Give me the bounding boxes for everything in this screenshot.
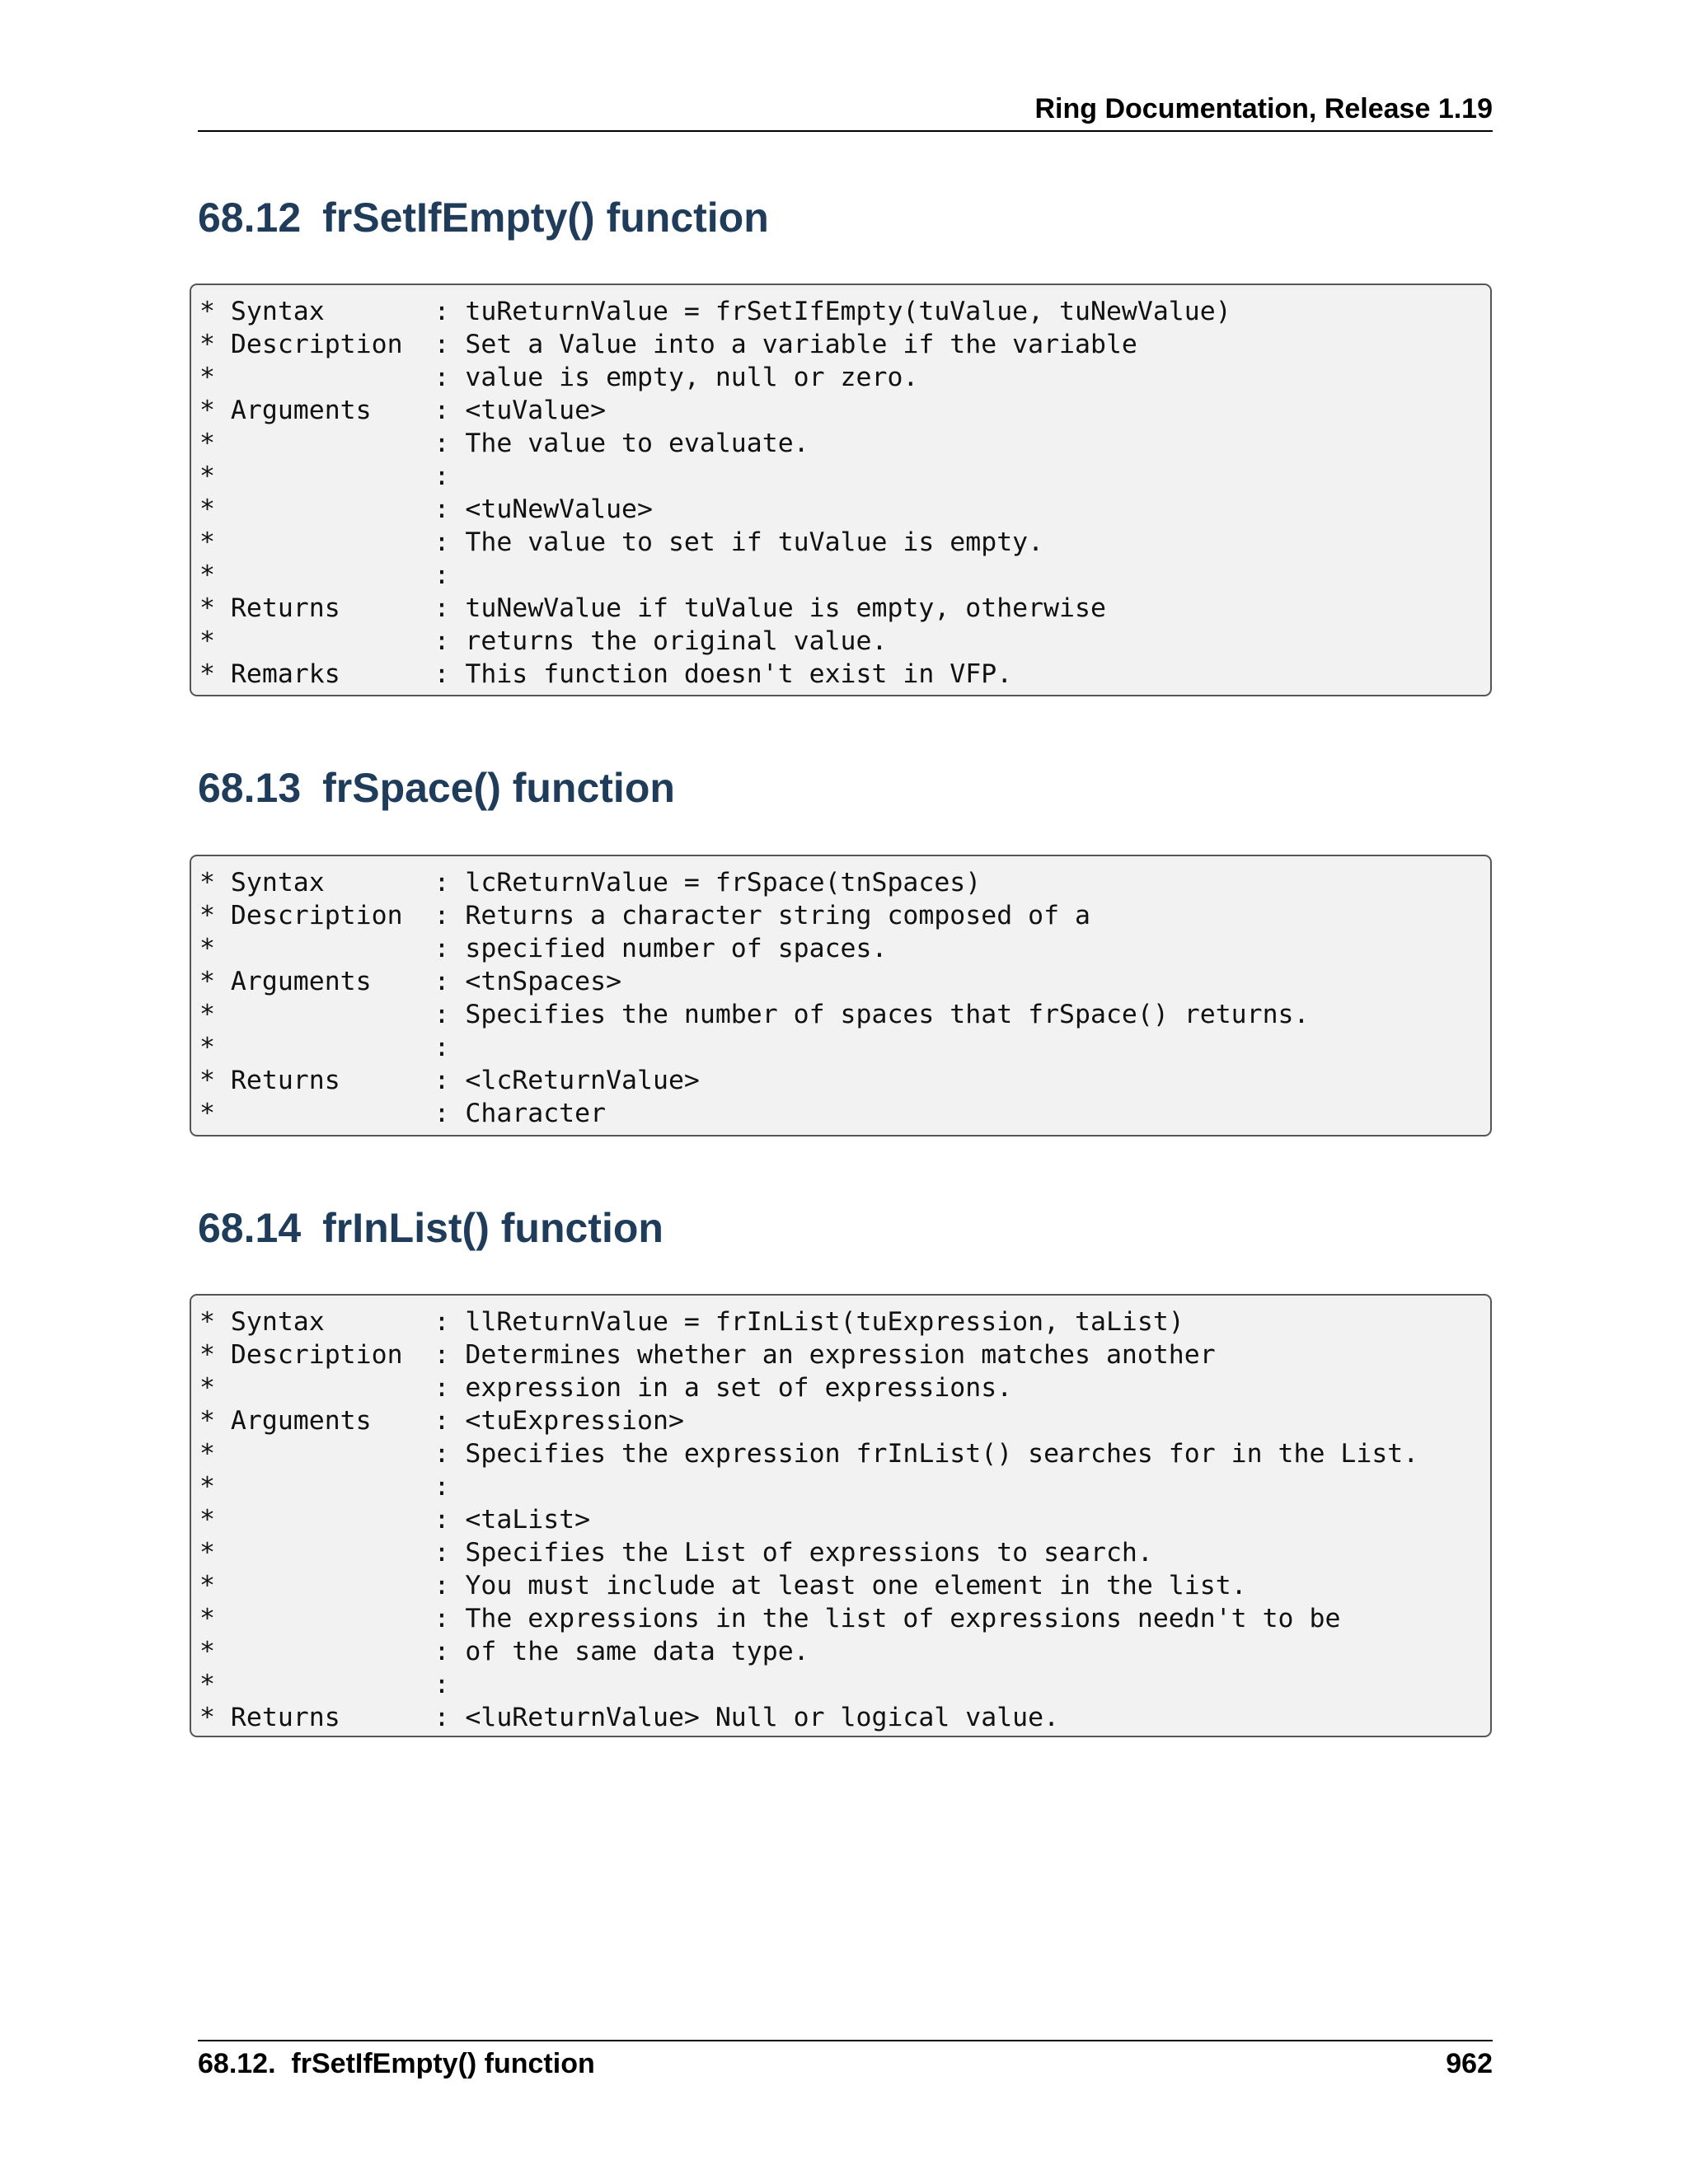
section-number: 68.13: [198, 765, 302, 811]
code-line: * :: [199, 1670, 450, 1699]
code-line: * Returns : <luReturnValue> Null or logical value.: [199, 1703, 1060, 1732]
code-line: * Description : Returns a character string composed of a: [199, 901, 1090, 930]
code-line: * : Specifies the expression frInList() searches for in the List.: [199, 1439, 1419, 1469]
section-title-text: frSpace() function: [322, 765, 675, 811]
code-line: * : expression in a set of expressions.: [199, 1373, 1013, 1403]
section-title-text: frInList() function: [322, 1205, 663, 1251]
code-line: * : specified number of spaces.: [199, 934, 888, 963]
section-number: 68.14: [198, 1205, 302, 1251]
code-line: * Arguments : <tnSpaces>: [199, 967, 622, 996]
code-line: * : Specifies the List of expressions to search.: [199, 1538, 1153, 1568]
code-line: * Description : Determines whether an expression matches another: [199, 1340, 1216, 1370]
code-line: * : returns the original value.: [199, 626, 888, 656]
code-line: * Description : Set a Value into a variable if the variable: [199, 330, 1137, 359]
code-line: * : Specifies the number of spaces that frSpace() returns.: [199, 1000, 1310, 1029]
code-line: * : The value to evaluate.: [199, 429, 809, 458]
code-line: * : Character: [199, 1099, 607, 1128]
code-line: * :: [199, 1472, 450, 1502]
section-heading-68-14: [198, 1203, 663, 1253]
footer-section-title: 68.12. frSetIfEmpty() function: [198, 2048, 595, 2079]
code-line: * : <taList>: [199, 1505, 591, 1535]
code-line: * :: [199, 462, 450, 491]
code-line: * Arguments : <tuExpression>: [199, 1406, 684, 1436]
section-number: 68.12: [198, 194, 302, 241]
code-line: * Returns : <lcReturnValue>: [199, 1066, 700, 1095]
code-line: * Syntax : lcReturnValue = frSpace(tnSpaces): [199, 868, 982, 898]
code-line: * : value is empty, null or zero.: [199, 363, 919, 392]
running-header: Ring Documentation, Release 1.19: [1034, 93, 1493, 124]
code-line: * : <tuNewValue>: [199, 494, 653, 524]
code-block-frinlist: [190, 1294, 1492, 1737]
code-line: * : The expressions in the list of expressions needn't to be: [199, 1604, 1341, 1633]
section-heading-68-13: [198, 763, 675, 813]
code-block-frsetifempty: [190, 284, 1492, 696]
header-rule: [198, 130, 1493, 132]
code-line: * :: [199, 560, 450, 590]
code-block-frspace: [190, 855, 1492, 1137]
code-line: * Syntax : llReturnValue = frInList(tuExpression, taList): [199, 1307, 1184, 1337]
code-line: * : of the same data type.: [199, 1637, 809, 1666]
code-line: * Returns : tuNewValue if tuValue is empty, otherwise: [199, 593, 1106, 623]
code-line: * : You must include at least one element in the list.: [199, 1571, 1247, 1601]
code-line: * :: [199, 1033, 450, 1062]
code-line: * Remarks : This function doesn't exist in VFP.: [199, 659, 1013, 689]
section-title-text: frSetIfEmpty() function: [322, 194, 769, 241]
page-number: 962: [1446, 2048, 1493, 2079]
section-heading-68-12: [198, 193, 769, 242]
code-line: * Arguments : <tuValue>: [199, 396, 607, 425]
footer-rule: [198, 2040, 1493, 2041]
code-line: * : The value to set if tuValue is empty.: [199, 527, 1044, 557]
code-line: * Syntax : tuReturnValue = frSetIfEmpty(tuValue, tuNewValue): [199, 297, 1231, 326]
